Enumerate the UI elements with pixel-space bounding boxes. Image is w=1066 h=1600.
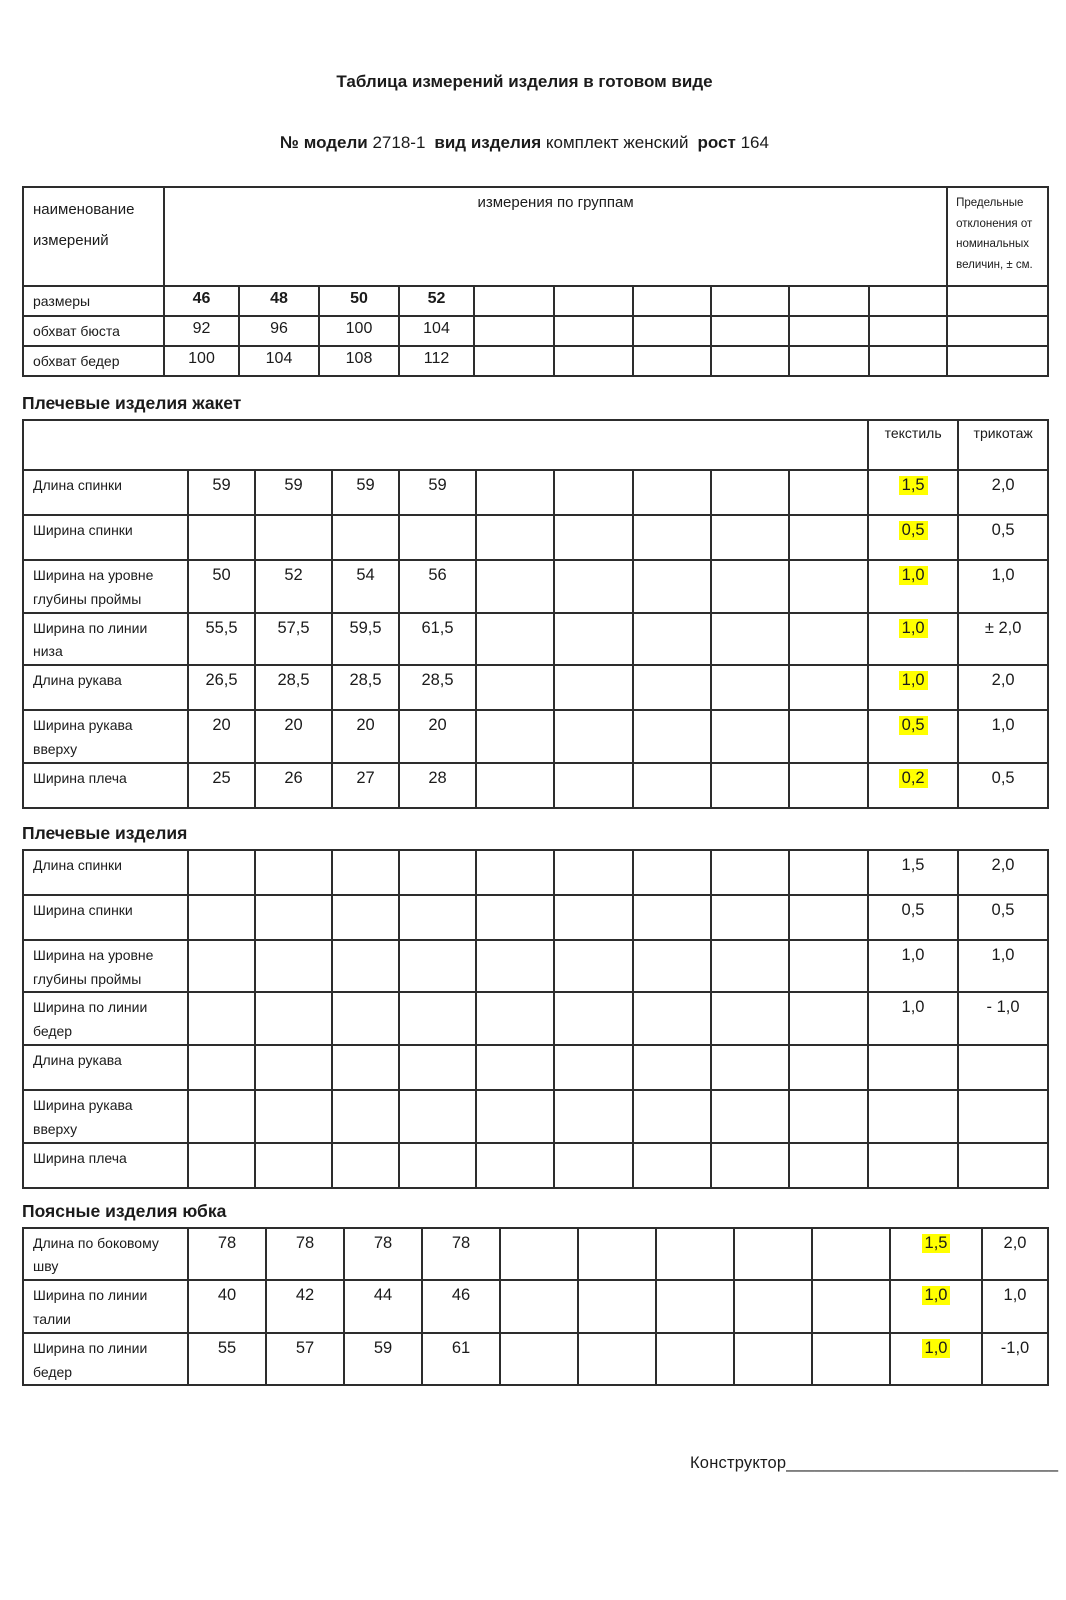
empty-cell bbox=[554, 710, 633, 763]
empty-cell bbox=[332, 515, 399, 560]
value-cell: 104 bbox=[239, 346, 319, 376]
knit-value-cell: 1,0 bbox=[958, 940, 1048, 993]
empty-cell bbox=[734, 1228, 812, 1281]
designer-label: Конструктор bbox=[690, 1454, 787, 1473]
empty-cell bbox=[474, 286, 554, 316]
empty-cell bbox=[711, 560, 789, 613]
row-label: Ширина спинки bbox=[23, 895, 188, 940]
value-cell: 55 bbox=[188, 1333, 266, 1386]
height-value: 164 bbox=[740, 133, 769, 152]
empty-cell bbox=[633, 763, 711, 808]
empty-cell bbox=[711, 763, 789, 808]
table-row bbox=[23, 710, 1048, 763]
knit-value-cell: 2,0 bbox=[958, 665, 1048, 710]
row-label: Ширина по линии бедер bbox=[23, 992, 188, 1045]
value-cell: 57 bbox=[266, 1333, 344, 1386]
empty-cell bbox=[711, 1143, 789, 1188]
table-row bbox=[23, 1228, 1048, 1281]
empty-cell bbox=[255, 1045, 332, 1090]
knit-value-cell: 0,5 bbox=[958, 515, 1048, 560]
empty-cell bbox=[789, 1045, 868, 1090]
empty-cell bbox=[476, 1143, 554, 1188]
value-cell: 100 bbox=[164, 346, 239, 376]
empty-cell bbox=[633, 286, 711, 316]
empty-cell bbox=[812, 1228, 890, 1281]
empty-cell bbox=[554, 346, 633, 376]
empty-cell bbox=[789, 710, 868, 763]
value-cell: 20 bbox=[255, 710, 332, 763]
highlighted-value: 0,5 bbox=[899, 716, 928, 735]
empty-cell bbox=[633, 470, 711, 515]
textile-value-cell: 1,5 bbox=[868, 850, 958, 895]
empty-cell bbox=[711, 850, 789, 895]
highlighted-value: 1,0 bbox=[899, 619, 928, 638]
empty-cell bbox=[554, 470, 633, 515]
size-cell: 46 bbox=[164, 286, 239, 316]
empty-cell bbox=[633, 895, 711, 940]
empty-cell bbox=[711, 1045, 789, 1090]
row-label: Ширина по линии талии bbox=[23, 1280, 188, 1333]
empty-cell bbox=[399, 1143, 476, 1188]
designer-signature-line bbox=[690, 1454, 1059, 1473]
empty-cell bbox=[188, 515, 255, 560]
empty-cell bbox=[554, 1143, 633, 1188]
textile-value-cell bbox=[890, 1280, 982, 1333]
row-label: Длина рукава bbox=[23, 665, 188, 710]
value-cell: 78 bbox=[422, 1228, 500, 1281]
textile-value-cell: 0,5 bbox=[868, 895, 958, 940]
shoulder-table bbox=[22, 849, 1049, 1189]
value-cell: 59 bbox=[399, 470, 476, 515]
height-label: рост bbox=[697, 133, 736, 152]
empty-cell bbox=[633, 613, 711, 666]
empty-cell bbox=[476, 763, 554, 808]
row-label: размеры bbox=[23, 286, 164, 316]
empty-cell bbox=[554, 515, 633, 560]
table-row bbox=[23, 850, 1048, 895]
empty-cell bbox=[656, 1228, 734, 1281]
highlighted-value: 0,2 bbox=[899, 769, 928, 788]
size-cell: 50 bbox=[319, 286, 399, 316]
highlighted-value: 1,0 bbox=[899, 671, 928, 690]
empty-cell bbox=[869, 346, 947, 376]
model-value: 2718-1 bbox=[372, 133, 426, 152]
empty-cell bbox=[476, 895, 554, 940]
empty-cell bbox=[554, 940, 633, 993]
empty-header-cell bbox=[23, 420, 868, 470]
empty-cell bbox=[656, 1280, 734, 1333]
empty-cell bbox=[554, 1045, 633, 1090]
table-row bbox=[23, 346, 1048, 376]
section-heading-skirt: Поясные изделия юбка bbox=[22, 1200, 227, 1221]
empty-cell bbox=[554, 665, 633, 710]
textile-value-cell bbox=[890, 1333, 982, 1386]
textile-value-cell bbox=[868, 613, 958, 666]
empty-cell bbox=[789, 895, 868, 940]
value-cell: 59 bbox=[344, 1333, 422, 1386]
row-label: Ширина рукава вверху bbox=[23, 710, 188, 763]
highlighted-value: 1,0 bbox=[899, 566, 928, 585]
empty-cell bbox=[255, 992, 332, 1045]
empty-cell bbox=[789, 763, 868, 808]
empty-cell bbox=[947, 346, 1048, 376]
sizes-table bbox=[22, 186, 1049, 377]
model-line bbox=[22, 133, 1027, 153]
empty-cell bbox=[789, 940, 868, 993]
row-label: Ширина по линии бедер bbox=[23, 1333, 188, 1386]
empty-cell bbox=[399, 850, 476, 895]
empty-cell bbox=[734, 1280, 812, 1333]
empty-cell bbox=[476, 850, 554, 895]
empty-cell bbox=[633, 1090, 711, 1143]
empty-cell bbox=[633, 560, 711, 613]
skirt-table bbox=[22, 1227, 1049, 1387]
textile-value-cell bbox=[868, 763, 958, 808]
empty-cell bbox=[188, 992, 255, 1045]
table-row bbox=[23, 1143, 1048, 1188]
value-cell: 27 bbox=[332, 763, 399, 808]
row-label: Длина спинки bbox=[23, 850, 188, 895]
empty-cell bbox=[711, 613, 789, 666]
empty-cell bbox=[789, 346, 869, 376]
empty-cell bbox=[711, 1090, 789, 1143]
value-cell: 42 bbox=[266, 1280, 344, 1333]
empty-cell bbox=[711, 895, 789, 940]
empty-cell bbox=[255, 895, 332, 940]
value-cell: 56 bbox=[399, 560, 476, 613]
value-cell: 25 bbox=[188, 763, 255, 808]
knit-value-cell: - 1,0 bbox=[958, 992, 1048, 1045]
empty-cell bbox=[789, 992, 868, 1045]
empty-cell bbox=[812, 1333, 890, 1386]
table-row bbox=[23, 613, 1048, 666]
empty-cell bbox=[332, 850, 399, 895]
empty-cell bbox=[711, 710, 789, 763]
empty-cell bbox=[578, 1280, 656, 1333]
empty-cell bbox=[554, 286, 633, 316]
value-cell: 104 bbox=[399, 316, 474, 346]
value-cell: 44 bbox=[344, 1280, 422, 1333]
value-cell: 20 bbox=[332, 710, 399, 763]
empty-cell bbox=[633, 850, 711, 895]
empty-cell bbox=[711, 992, 789, 1045]
empty-cell bbox=[399, 992, 476, 1045]
value-cell: 55,5 bbox=[188, 613, 255, 666]
empty-cell bbox=[476, 1090, 554, 1143]
empty-cell bbox=[958, 1143, 1048, 1188]
empty-cell bbox=[812, 1280, 890, 1333]
knit-value-cell: 1,0 bbox=[958, 710, 1048, 763]
empty-cell bbox=[633, 940, 711, 993]
textile-value-cell bbox=[868, 665, 958, 710]
value-cell: 50 bbox=[188, 560, 255, 613]
knit-value-cell: 2,0 bbox=[958, 470, 1048, 515]
model-label: № модели bbox=[280, 133, 368, 152]
empty-cell bbox=[947, 286, 1048, 316]
textile-value-cell bbox=[868, 560, 958, 613]
row-label: Длина рукава bbox=[23, 1045, 188, 1090]
empty-cell bbox=[656, 1333, 734, 1386]
empty-cell bbox=[476, 992, 554, 1045]
empty-cell bbox=[947, 316, 1048, 346]
empty-cell bbox=[711, 346, 789, 376]
value-cell: 26,5 bbox=[188, 665, 255, 710]
product-type-label: вид изделия bbox=[434, 133, 542, 152]
textile-value-cell: 1,0 bbox=[868, 992, 958, 1045]
empty-cell bbox=[476, 665, 554, 710]
row-label: Длина по боковому шву bbox=[23, 1228, 188, 1281]
value-cell: 112 bbox=[399, 346, 474, 376]
textile-value-cell bbox=[868, 515, 958, 560]
textile-column-header: текстиль bbox=[868, 420, 958, 470]
section-heading-jacket: Плечевые изделия жакет bbox=[22, 393, 242, 413]
empty-cell bbox=[474, 346, 554, 376]
table-row bbox=[23, 470, 1048, 515]
empty-cell bbox=[789, 850, 868, 895]
empty-cell bbox=[633, 665, 711, 710]
row-label: обхват бедер bbox=[23, 346, 164, 376]
empty-cell bbox=[332, 1143, 399, 1188]
empty-cell bbox=[255, 940, 332, 993]
empty-cell bbox=[399, 515, 476, 560]
empty-cell bbox=[554, 850, 633, 895]
empty-cell bbox=[711, 286, 789, 316]
empty-cell bbox=[332, 1045, 399, 1090]
row-label: Ширина на уровне глубины проймы bbox=[23, 560, 188, 613]
empty-cell bbox=[188, 940, 255, 993]
empty-cell bbox=[868, 1090, 958, 1143]
empty-cell bbox=[578, 1333, 656, 1386]
empty-cell bbox=[188, 850, 255, 895]
row-label: Ширина плеча bbox=[23, 1143, 188, 1188]
empty-cell bbox=[789, 515, 868, 560]
table-row bbox=[23, 665, 1048, 710]
name-header-cell: наименование измерений bbox=[23, 187, 164, 286]
value-cell: 59,5 bbox=[332, 613, 399, 666]
table-row bbox=[23, 992, 1048, 1045]
empty-cell bbox=[476, 560, 554, 613]
empty-cell bbox=[789, 1143, 868, 1188]
empty-cell bbox=[789, 470, 868, 515]
empty-cell bbox=[869, 316, 947, 346]
value-cell: 78 bbox=[188, 1228, 266, 1281]
empty-cell bbox=[869, 286, 947, 316]
empty-cell bbox=[399, 1090, 476, 1143]
empty-cell bbox=[332, 992, 399, 1045]
value-cell: 78 bbox=[266, 1228, 344, 1281]
size-cell: 52 bbox=[399, 286, 474, 316]
value-cell: 57,5 bbox=[255, 613, 332, 666]
empty-cell bbox=[789, 560, 868, 613]
empty-cell bbox=[399, 1045, 476, 1090]
table-row bbox=[23, 763, 1048, 808]
knit-value-cell: 0,5 bbox=[958, 895, 1048, 940]
empty-cell bbox=[868, 1143, 958, 1188]
empty-cell bbox=[633, 992, 711, 1045]
highlighted-value: 1,5 bbox=[899, 476, 928, 495]
groups-header-cell: измерения по группам bbox=[164, 187, 947, 286]
knit-value-cell: -1,0 bbox=[982, 1333, 1048, 1386]
table-row bbox=[23, 187, 1048, 286]
table-row bbox=[23, 1280, 1048, 1333]
value-cell: 61 bbox=[422, 1333, 500, 1386]
empty-cell bbox=[476, 515, 554, 560]
empty-cell bbox=[789, 286, 869, 316]
value-cell: 61,5 bbox=[399, 613, 476, 666]
knit-column-header: трикотаж bbox=[958, 420, 1048, 470]
empty-cell bbox=[711, 470, 789, 515]
highlighted-value: 1,0 bbox=[922, 1339, 951, 1358]
empty-cell bbox=[633, 316, 711, 346]
empty-cell bbox=[332, 1090, 399, 1143]
empty-cell bbox=[554, 763, 633, 808]
empty-cell bbox=[633, 1045, 711, 1090]
table-row bbox=[23, 420, 1048, 470]
knit-value-cell: 0,5 bbox=[958, 763, 1048, 808]
empty-cell bbox=[476, 613, 554, 666]
value-cell: 20 bbox=[188, 710, 255, 763]
value-cell: 59 bbox=[255, 470, 332, 515]
value-cell: 78 bbox=[344, 1228, 422, 1281]
row-label: Ширина спинки bbox=[23, 515, 188, 560]
knit-value-cell: ± 2,0 bbox=[958, 613, 1048, 666]
empty-cell bbox=[255, 1090, 332, 1143]
section-heading-shoulder: Плечевые изделия bbox=[22, 822, 188, 843]
empty-cell bbox=[476, 940, 554, 993]
empty-cell bbox=[958, 1090, 1048, 1143]
empty-cell bbox=[554, 560, 633, 613]
table-row bbox=[23, 940, 1048, 993]
textile-value-cell bbox=[890, 1228, 982, 1281]
empty-cell bbox=[188, 895, 255, 940]
empty-cell bbox=[578, 1228, 656, 1281]
row-label: Ширина рукава вверху bbox=[23, 1090, 188, 1143]
value-cell: 20 bbox=[399, 710, 476, 763]
table-row bbox=[23, 1333, 1048, 1386]
table-row bbox=[23, 895, 1048, 940]
empty-cell bbox=[500, 1228, 578, 1281]
empty-cell bbox=[711, 316, 789, 346]
empty-cell bbox=[476, 710, 554, 763]
knit-value-cell: 1,0 bbox=[958, 560, 1048, 613]
value-cell: 26 bbox=[255, 763, 332, 808]
empty-cell bbox=[476, 1045, 554, 1090]
empty-cell bbox=[500, 1280, 578, 1333]
empty-cell bbox=[399, 895, 476, 940]
deviation-header-cell: Предельные отклонения от номинальных величин, ± см. bbox=[947, 187, 1048, 286]
value-cell: 52 bbox=[255, 560, 332, 613]
table-row bbox=[23, 515, 1048, 560]
table-row bbox=[23, 316, 1048, 346]
value-cell: 108 bbox=[319, 346, 399, 376]
textile-value-cell bbox=[868, 710, 958, 763]
empty-cell bbox=[255, 850, 332, 895]
row-label: Ширина по линии низа bbox=[23, 613, 188, 666]
empty-cell bbox=[554, 316, 633, 346]
textile-value-cell: 1,0 bbox=[868, 940, 958, 993]
empty-cell bbox=[554, 613, 633, 666]
empty-cell bbox=[868, 1045, 958, 1090]
empty-cell bbox=[633, 515, 711, 560]
textile-value-cell bbox=[868, 470, 958, 515]
row-label: Ширина на уровне глубины проймы bbox=[23, 940, 188, 993]
empty-cell bbox=[474, 316, 554, 346]
table-row bbox=[23, 1090, 1048, 1143]
value-cell: 28,5 bbox=[399, 665, 476, 710]
value-cell: 40 bbox=[188, 1280, 266, 1333]
knit-value-cell: 1,0 bbox=[982, 1280, 1048, 1333]
empty-cell bbox=[789, 613, 868, 666]
empty-cell bbox=[500, 1333, 578, 1386]
page-title: Таблица измерений изделия в готовом виде bbox=[336, 72, 713, 91]
empty-cell bbox=[633, 346, 711, 376]
size-cell: 48 bbox=[239, 286, 319, 316]
highlighted-value: 1,5 bbox=[922, 1234, 951, 1253]
empty-cell bbox=[188, 1090, 255, 1143]
value-cell: 96 bbox=[239, 316, 319, 346]
empty-cell bbox=[633, 710, 711, 763]
empty-cell bbox=[734, 1333, 812, 1386]
jacket-table bbox=[22, 419, 1049, 809]
empty-cell bbox=[711, 665, 789, 710]
empty-cell bbox=[554, 1090, 633, 1143]
value-cell: 46 bbox=[422, 1280, 500, 1333]
row-label: Длина спинки bbox=[23, 470, 188, 515]
empty-cell bbox=[554, 992, 633, 1045]
signature-blank: _____________________________ bbox=[786, 1454, 1059, 1473]
row-label: обхват бюста bbox=[23, 316, 164, 346]
value-cell: 54 bbox=[332, 560, 399, 613]
value-cell: 28,5 bbox=[255, 665, 332, 710]
empty-cell bbox=[476, 470, 554, 515]
empty-cell bbox=[332, 895, 399, 940]
table-row bbox=[23, 286, 1048, 316]
value-cell: 28 bbox=[399, 763, 476, 808]
empty-cell bbox=[255, 1143, 332, 1188]
empty-cell bbox=[633, 1143, 711, 1188]
empty-cell bbox=[332, 940, 399, 993]
empty-cell bbox=[711, 940, 789, 993]
empty-cell bbox=[711, 515, 789, 560]
table-row bbox=[23, 560, 1048, 613]
knit-value-cell: 2,0 bbox=[982, 1228, 1048, 1281]
value-cell: 92 bbox=[164, 316, 239, 346]
value-cell: 59 bbox=[332, 470, 399, 515]
empty-cell bbox=[789, 665, 868, 710]
empty-cell bbox=[188, 1045, 255, 1090]
empty-cell bbox=[188, 1143, 255, 1188]
highlighted-value: 1,0 bbox=[922, 1286, 951, 1305]
empty-cell bbox=[255, 515, 332, 560]
row-label: Ширина плеча bbox=[23, 763, 188, 808]
empty-cell bbox=[399, 940, 476, 993]
empty-cell bbox=[789, 1090, 868, 1143]
empty-cell bbox=[958, 1045, 1048, 1090]
value-cell: 28,5 bbox=[332, 665, 399, 710]
highlighted-value: 0,5 bbox=[899, 521, 928, 540]
table-row bbox=[23, 1045, 1048, 1090]
knit-value-cell: 2,0 bbox=[958, 850, 1048, 895]
empty-cell bbox=[789, 316, 869, 346]
empty-cell bbox=[554, 895, 633, 940]
product-type-value: комплект женский bbox=[545, 133, 689, 152]
value-cell: 59 bbox=[188, 470, 255, 515]
value-cell: 100 bbox=[319, 316, 399, 346]
